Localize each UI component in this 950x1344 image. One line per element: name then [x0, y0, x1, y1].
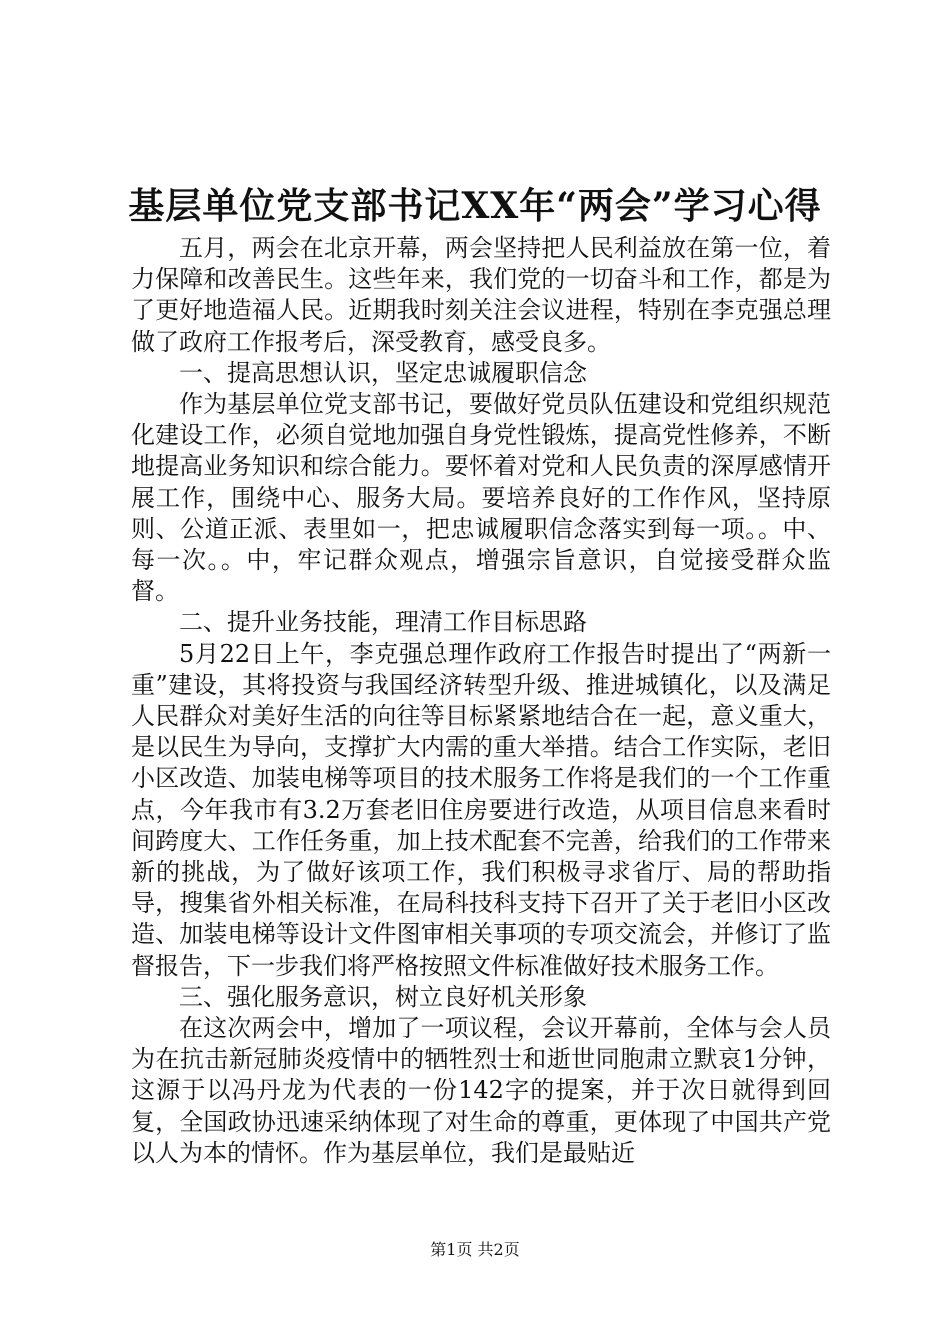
section-heading-3: 三、强化服务意识，树立良好机关形象	[179, 982, 587, 1011]
paragraph-section-1: 作为基层单位党支部书记，要做好党员队伍建设和党组织规范化建设工作，必须自觉地加强自身党性锻炼，提高党性修养，不断地提高业务知识和综合能力。要怀着对党和人民负责的深厚感情开展工作，围绕中心、服务大局。要培养良好的工作作风，坚持原则、公道正派、表里如一，把忠诚履职信念落实到每一项。。中、每一次。。中，牢记群众观点，增强宗旨意识，自觉接受群众监督。	[131, 390, 831, 606]
paragraph-intro: 五月，两会在北京开幕，两会坚持把人民利益放在第一位，着力保障和改善民生。这些年来，我们党的一切奋斗和工作，都是为了更好地造福人民。近期我时刻关注会议进程，特别在李克强总理做了政府工作报考后，深受教育，感受良多。	[131, 234, 831, 356]
section-heading-1: 一、提高思想认识，坚定忠诚履职信念	[179, 358, 587, 387]
document-title: 基层单位党支部书记XX年“两会”学习心得	[128, 185, 822, 227]
section-heading-2: 二、提升业务技能，理清工作目标思路	[179, 608, 587, 637]
page-footer: 第1页 共2页	[430, 1240, 520, 1259]
paragraph-section-3: 在这次两会中，增加了一项议程，会议开幕前，全体与会人员为在抗击新冠肺炎疫情中的牺牲烈士和逝世同胞肃立默哀1分钟，这源于以冯丹龙为代表的一份142字的提案，并于次日就得到回复，全国政协迅速采纳体现了对生命的尊重，更体现了中国共产党以人为本的情怀。作为基层单位，我们是最贴近	[131, 1014, 831, 1167]
document-body	[131, 233, 831, 1169]
paragraph-section-2: 5月22日上午，李克强总理作政府工作报告时提出了“两新一重”建设，其将投资与我国经济转型升级、推进城镇化，以及满足人民群众对美好生活的向往等目标紧紧地结合在一起，意义重大，是以民生为导向，支撑扩大内需的重大举措。结合工作实际，老旧小区改造、加装电梯等项目的技术服务工作将是我们的一个工作重点，今年我市有3.2万套老旧住房要进行改造，从项目信息来看时间跨度大、工作任务重，加上技术配套不完善，给我们的工作带来新的挑战，为了做好该项工作，我们积极寻求省厅、局的帮助指导，搜集省外相关标准，在局科技科支持下召开了关于老旧小区改造、加装电梯等设计文件图审相关事项的专项交流会，并修订了监督报告，下一步我们将严格按照文件标准做好技术服务工作。	[131, 639, 831, 980]
